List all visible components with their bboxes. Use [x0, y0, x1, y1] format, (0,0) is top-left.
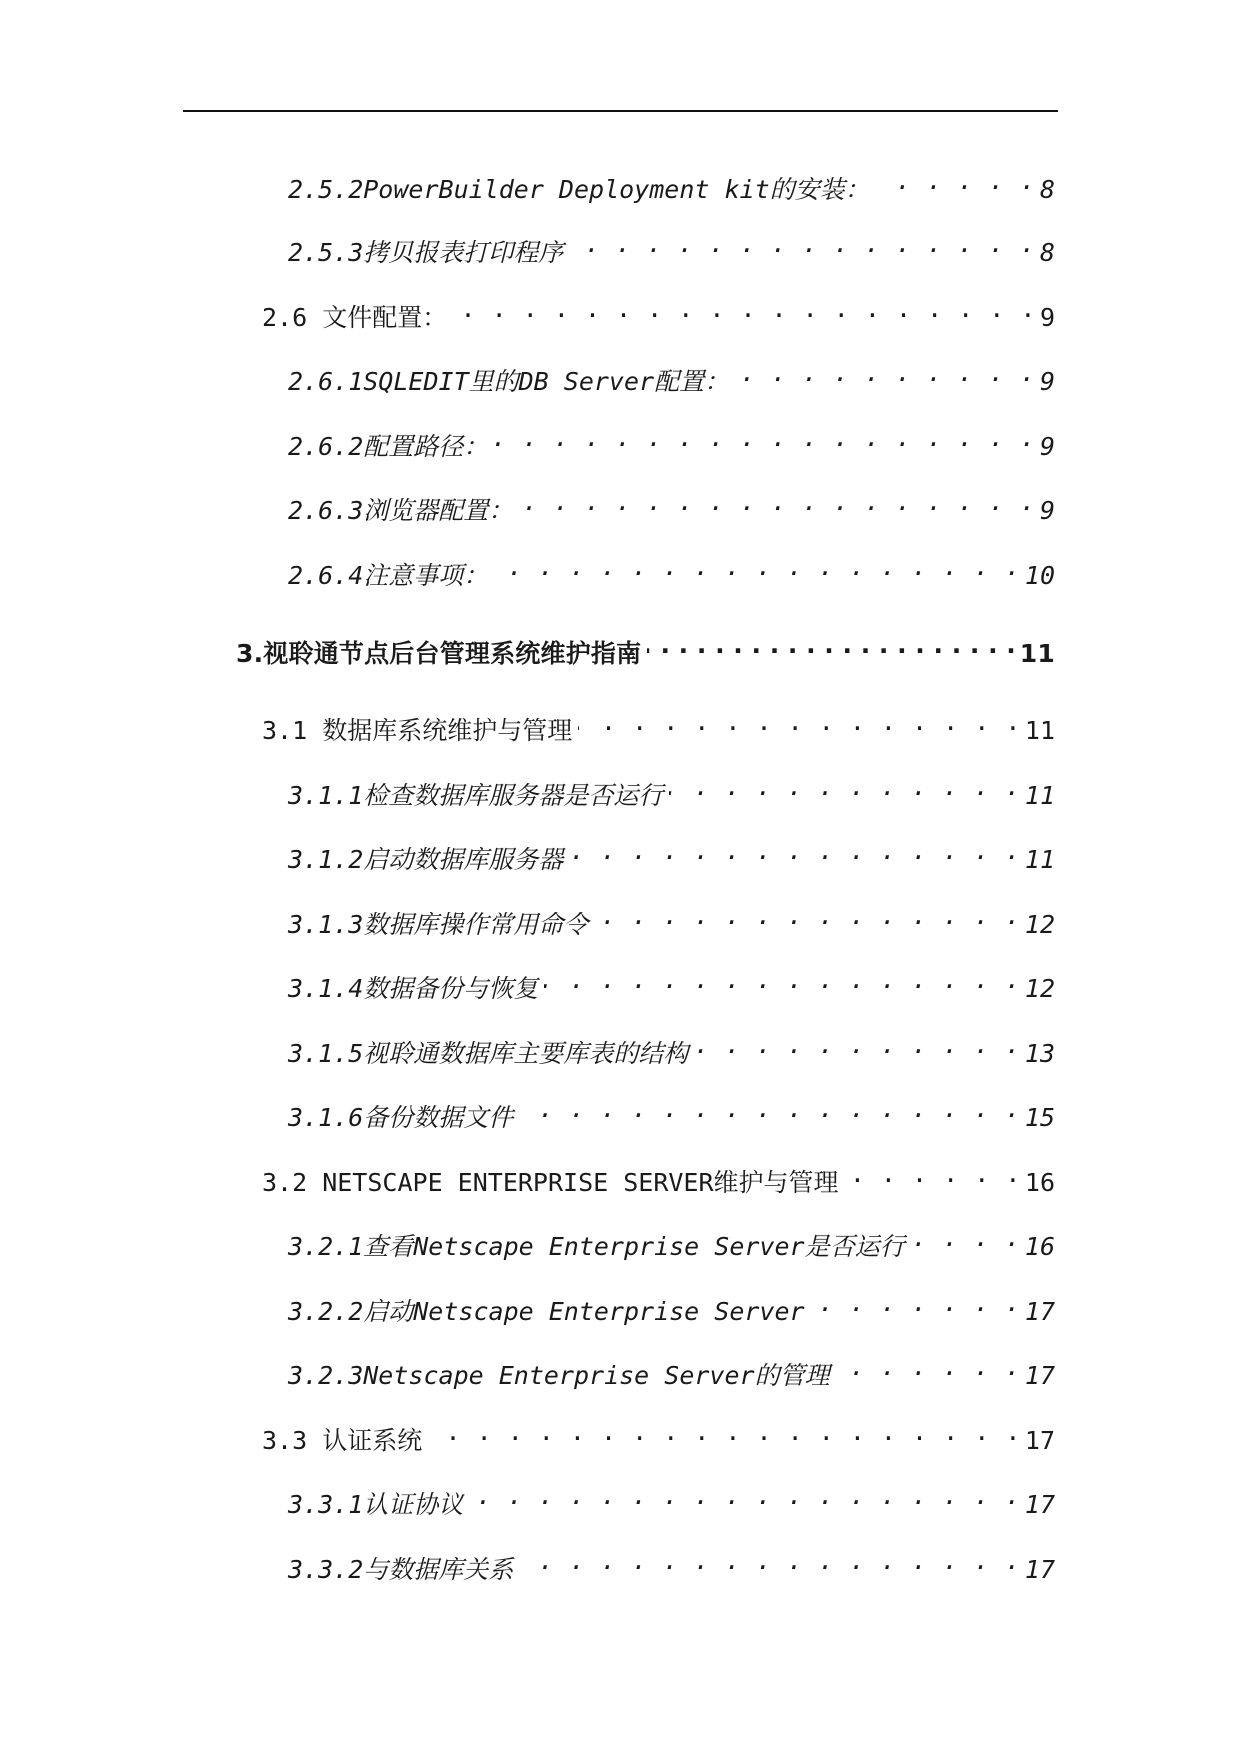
toc-entry-title: 3.2.1查看Netscape Enterprise Server是否运行 — [288, 1232, 905, 1261]
toc-entry-page: 11 — [1024, 716, 1055, 745]
toc-entry[interactable] — [288, 1479, 1055, 1519]
toc-entry-title: 2.6.4注意事项： — [288, 561, 489, 590]
toc-entry-page: 17 — [1024, 1297, 1055, 1326]
toc-entry-page: 17 — [1024, 1426, 1055, 1455]
toc-entry[interactable] — [288, 164, 1055, 204]
toc-entry-page: 9 — [1039, 496, 1055, 525]
toc-entry[interactable] — [236, 628, 1055, 668]
toc-dot-leader — [845, 1157, 1021, 1191]
toc-entry-title: 3.1 数据库系统维护与管理 — [262, 716, 573, 745]
toc-entry[interactable] — [288, 899, 1055, 939]
toc-dot-leader — [836, 1350, 1021, 1384]
toc-entry[interactable] — [288, 1028, 1055, 1068]
toc-dot-leader — [569, 227, 1036, 261]
toc-dot-leader — [647, 628, 1016, 662]
toc-entry[interactable] — [288, 963, 1055, 1003]
toc-entry-title: 3.1.6备份数据文件 — [288, 1103, 514, 1132]
toc-entry[interactable] — [288, 550, 1055, 590]
toc-dot-leader — [876, 164, 1036, 198]
toc-entry[interactable] — [262, 292, 1055, 332]
toc-entry-page: 11 — [1024, 781, 1055, 810]
toc-entry-title: 3.视聆通节点后台管理系统维护指南 — [236, 639, 642, 668]
toc-entry-page: 15 — [1024, 1103, 1055, 1132]
toc-entry-page: 17 — [1024, 1490, 1055, 1519]
toc-entry[interactable] — [262, 705, 1055, 745]
toc-entry[interactable] — [288, 770, 1055, 810]
toc-entry-title: 3.1.2启动数据库服务器 — [288, 845, 564, 874]
toc-entry[interactable] — [288, 1286, 1055, 1326]
toc-dot-leader — [469, 1479, 1021, 1513]
toc-entry-title: 3.2 NETSCAPE ENTERPRISE SERVER维护与管理 — [262, 1168, 839, 1197]
toc-entry-page: 17 — [1024, 1361, 1055, 1390]
toc-entry[interactable] — [288, 356, 1055, 396]
toc-entry-title: 3.3.2与数据库关系 — [288, 1555, 514, 1584]
toc-entry-title: 3.1.4数据备份与恢复 — [288, 974, 539, 1003]
toc-entry[interactable] — [288, 227, 1055, 267]
toc-entry-title: 2.6.2配置路径： — [288, 432, 489, 461]
toc-entry-page: 17 — [1024, 1555, 1055, 1584]
toc-dot-leader — [811, 1286, 1021, 1320]
toc-dot-leader — [428, 1415, 1021, 1449]
toc-entry-page: 16 — [1024, 1168, 1055, 1197]
toc-entry-title: 3.3 认证系统 — [262, 1426, 423, 1455]
toc-entry[interactable] — [288, 1221, 1055, 1261]
toc-entry-page: 9 — [1039, 367, 1055, 396]
toc-dot-leader — [544, 963, 1021, 997]
toc-entry-page: 9 — [1039, 432, 1055, 461]
toc-entry[interactable] — [262, 1415, 1055, 1455]
toc-entry-page: 8 — [1039, 238, 1055, 267]
toc-dot-leader — [694, 1028, 1021, 1062]
toc-entry-page: 12 — [1024, 974, 1055, 1003]
toc-entry[interactable] — [288, 421, 1055, 461]
toc-entry-title: 2.5.2PowerBuilder Deployment kit的安装： — [288, 175, 870, 204]
toc-entry-title: 3.2.2启动Netscape Enterprise Server — [288, 1297, 805, 1326]
toc-entry[interactable] — [288, 485, 1055, 525]
toc-entry[interactable] — [288, 1092, 1055, 1132]
toc-entry-title: 3.1.1检查数据库服务器是否运行 — [288, 781, 664, 810]
toc-entry[interactable] — [288, 1350, 1055, 1390]
toc-entry[interactable] — [288, 1544, 1055, 1584]
toc-dot-leader — [453, 292, 1036, 326]
toc-entry-page: 12 — [1024, 910, 1055, 939]
toc-entry-title: 3.3.1认证协议 — [288, 1490, 464, 1519]
toc-entry-page: 16 — [1024, 1232, 1055, 1261]
toc-dot-leader — [735, 356, 1036, 390]
toc-entry-title: 2.6.3浏览器配置： — [288, 496, 514, 525]
toc-entry-page: 8 — [1039, 175, 1055, 204]
toc-dot-leader — [911, 1221, 1021, 1255]
toc-entry-page: 9 — [1039, 303, 1055, 332]
header-rule — [183, 110, 1058, 112]
toc-dot-leader — [519, 485, 1036, 519]
toc-entry-page: 11 — [1019, 639, 1055, 668]
toc-dot-leader — [578, 705, 1021, 739]
toc-entry-title: 3.1.5视聆通数据库主要库表的结构 — [288, 1039, 689, 1068]
toc-entry-page: 13 — [1024, 1039, 1055, 1068]
toc-entry-page: 11 — [1024, 845, 1055, 874]
toc-entry[interactable] — [288, 834, 1055, 874]
toc-dot-leader — [519, 1092, 1021, 1126]
toc-entry-page: 10 — [1024, 561, 1055, 590]
toc-dot-leader — [494, 421, 1036, 455]
toc-entry-title: 3.1.3数据库操作常用命令 — [288, 910, 589, 939]
toc-entry-title: 3.2.3Netscape Enterprise Server的管理 — [288, 1361, 830, 1390]
toc-entry-title: 2.5.3拷贝报表打印程序 — [288, 238, 564, 267]
toc-dot-leader — [594, 899, 1021, 933]
toc-dot-leader — [669, 770, 1021, 804]
toc-entry-title: 2.6.1SQLEDIT里的DB Server配置： — [288, 367, 730, 396]
toc-entry[interactable] — [262, 1157, 1055, 1197]
toc-dot-leader — [519, 1544, 1021, 1578]
toc-dot-leader — [494, 550, 1021, 584]
toc-dot-leader — [569, 834, 1021, 868]
toc-entry-title: 2.6 文件配置： — [262, 303, 448, 332]
